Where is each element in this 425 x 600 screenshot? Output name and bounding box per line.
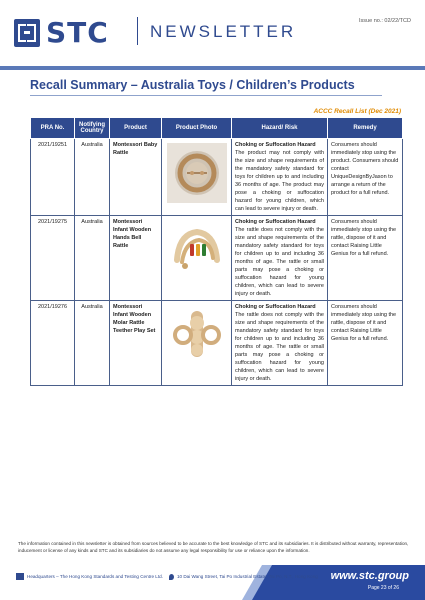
footer-address	[16, 573, 318, 580]
title-rule	[30, 95, 382, 96]
notifying-country: Australia	[75, 301, 110, 386]
pra-number: 2021/19275	[31, 216, 75, 301]
col-header-photo: Product Photo	[162, 118, 232, 139]
hazard-cell	[232, 301, 328, 386]
col-header-hazard: Hazard/ Risk	[232, 118, 328, 139]
hazard-description: The product may not comply with the size and shape requirements of the mandatory safety standard for toys for children up to and including 36 months of age. The product may pose a choking or suffocation hazard for young children, which can lead to severe injury or death.	[235, 150, 324, 212]
baby-rattle-photo	[167, 143, 227, 203]
product-photo	[162, 139, 232, 216]
product-name: Montessori Infant Wooden Hands Bell Rattle	[110, 216, 162, 301]
notifying-country: Australia	[75, 139, 110, 216]
remedy: Consumers should immediately stop using the product. Consumers should contact UniqueDesignByJason to arrange a return of the product for a full refund.	[328, 139, 403, 216]
hazard-title: Choking or Suffocation Hazard	[235, 304, 316, 310]
hazard-cell	[232, 216, 328, 301]
stc-logo-icon	[14, 19, 40, 47]
recall-list-label: ACCC Recall List (Dec 2021)	[313, 108, 401, 115]
product-photo	[162, 216, 232, 301]
newsletter-label: NEWSLETTER	[150, 22, 297, 41]
pra-number: 2021/19251	[31, 139, 75, 216]
col-header-product: Product	[110, 118, 162, 139]
product-name: Montessori Infant Wooden Molar Rattle Teether Play Set	[110, 301, 162, 386]
hazard-description: The rattle does not comply with the size and shape requirements of the mandatory safety standard for toys for children up to and including 36 months of age. The rattle or small parts may pose a choking or suffocation hazard for young children, which can lead to severe injury or death.	[235, 227, 324, 297]
hazard-description: The rattle does not comply with the size and shape requirements of the mandatory safety standard for toys for children up to and including 36 months of age. The rattle or small parts may pose a choking or suffocation hazard for young children, which can lead to severe injury or death.	[235, 312, 324, 382]
hazard-cell	[232, 139, 328, 216]
location-pin-icon	[169, 574, 174, 580]
hq-name: Headquarters – The Hong Kong Standards and Testing Centre Ltd.	[27, 574, 163, 579]
building-icon	[16, 573, 24, 580]
website-link[interactable]: www.stc.group	[330, 570, 409, 582]
pra-number: 2021/19276	[31, 301, 75, 386]
recall-table	[30, 117, 403, 386]
notifying-country: Australia	[75, 216, 110, 301]
remedy: Consumers should immediately stop using the rattle, dispose of it and contact Raising Little Genius for a full refund.	[328, 216, 403, 301]
issue-number: Issue no.: 02/22/TCD	[359, 18, 411, 24]
disclaimer: The information contained in this newsletter is obtained from sources believed to be accurate to the best knowledge of STC and its subsidiaries. It is distributed without warranty, representation, inducement or license of any kinds and STC and its subsidiaries do not assume any legal responsibility for use or reliance upon the information.	[18, 541, 409, 553]
table-header-row	[31, 118, 403, 139]
col-header-remedy: Remedy	[328, 118, 403, 139]
hazard-title: Choking or Suffocation Hazard	[235, 219, 316, 225]
page-title: Recall Summary – Australia Toys / Children’s Products	[30, 78, 355, 92]
col-header-pra: PRA No.	[31, 118, 75, 139]
header-rule	[0, 66, 425, 70]
header-divider	[137, 17, 138, 45]
table-row	[31, 139, 403, 216]
hq-address: 10 Dai Wang Street, Tai Po Industrial Estate, Tai Po, N.T., Hong Kong	[176, 574, 318, 579]
table-row	[31, 301, 403, 386]
logo-text: STC	[46, 16, 109, 49]
remedy: Consumers should immediately stop using the rattle, dispose of it and contact Raising Little Genius for a full refund.	[328, 301, 403, 386]
table-row	[31, 216, 403, 301]
product-photo	[162, 301, 232, 386]
teether-set-photo	[167, 305, 227, 363]
stc-logo	[14, 16, 109, 49]
page-number: Page 23 of 26	[367, 585, 399, 591]
bell-rattle-photo	[167, 220, 227, 276]
product-name: Montessori Baby Rattle	[110, 139, 162, 216]
hazard-title: Choking or Suffocation Hazard	[235, 142, 316, 148]
col-header-country: Notifying Country	[75, 118, 110, 139]
header	[0, 0, 425, 68]
